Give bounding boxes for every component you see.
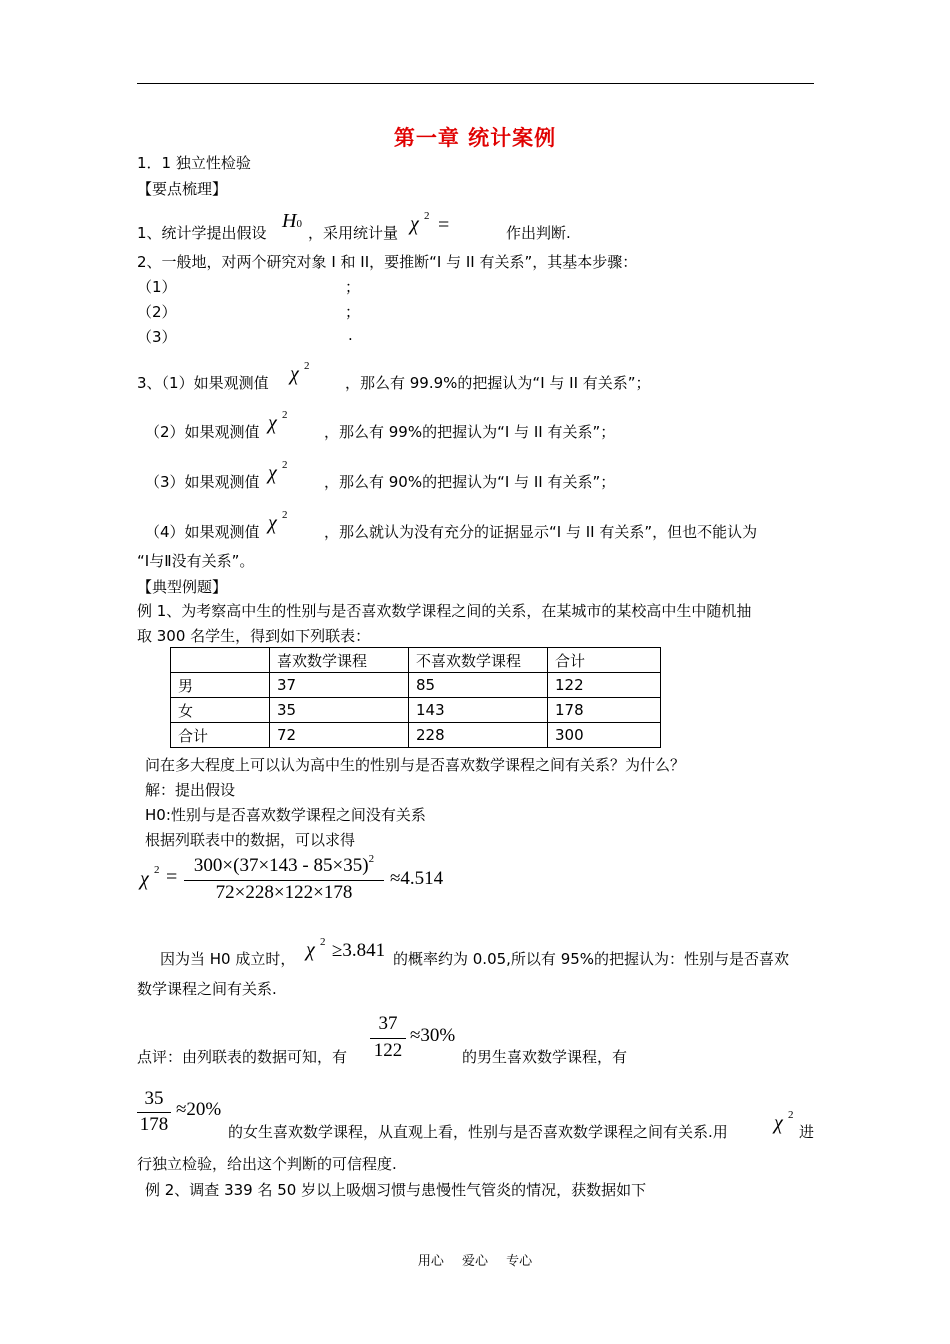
table-cell: 300	[548, 723, 661, 748]
chi-exponent: 2	[282, 509, 288, 521]
because-text-a: 因为当 H0 成立时，	[160, 950, 296, 968]
table-row	[171, 723, 661, 748]
example1-line1: 例 1、为考察高中生的性别与是否喜欢数学课程之间的关系，在某城市的某校高中生中随机抽	[137, 602, 752, 620]
chi-symbol: χ	[290, 363, 299, 385]
section-heading: 1．1 独立性检验	[137, 154, 251, 172]
page-title: 第一章 统计案例	[393, 126, 557, 150]
threshold-value: ≥3.841	[332, 940, 386, 961]
table-row	[171, 673, 661, 698]
comment-text-c: 的女生喜欢数学课程，从直观上看，性别与是否喜欢数学课程之间有关系.用	[228, 1123, 728, 1141]
table-header-row	[171, 648, 661, 673]
chi-symbol: χ	[268, 512, 277, 534]
contingency-table	[170, 647, 661, 748]
chi-exponent: 2	[788, 1109, 794, 1121]
formula-fraction-bar	[184, 880, 384, 881]
chi-exponent: 2	[282, 409, 288, 421]
table-cell: 合计	[548, 648, 661, 673]
step3-label: （3）	[137, 328, 177, 346]
chi-symbol: χ	[140, 868, 149, 890]
formula-result: ≈4.514	[390, 868, 444, 889]
fraction1-numerator: 37	[378, 1013, 398, 1034]
table-cell: 喜欢数学课程	[270, 648, 409, 673]
item3-1-text-a: 3、（1）如果观测值	[137, 374, 269, 392]
comment-text-b: 的男生喜欢数学课程，有	[462, 1048, 628, 1066]
example1-line2: 取 300 名学生，得到如下列联表：	[137, 627, 371, 645]
question-text: 问在多大程度上可以认为高中生的性别与是否喜欢数学课程之间有关系？为什么？	[145, 756, 686, 774]
header-rule	[137, 83, 814, 84]
comment-text-d: 进	[799, 1123, 815, 1141]
item3-3-text-a: （3）如果观测值	[145, 473, 260, 491]
step2-label: （2）	[137, 303, 177, 321]
table-cell: 35	[270, 698, 409, 723]
chi-symbol: χ	[774, 1112, 783, 1134]
chi-symbol: χ	[268, 462, 277, 484]
fraction2-denominator: 178	[139, 1114, 169, 1135]
table-cell: 122	[548, 673, 661, 698]
item3-1-text-b: ，那么有 99.9%的把握认为“I 与 II 有关系”；	[345, 374, 651, 392]
solution-line3: 根据列联表中的数据，可以求得	[145, 831, 356, 849]
item3-2-text-b: ，那么有 99%的把握认为“I 与 II 有关系”；	[324, 423, 616, 441]
solution-line1: 解：提出假设	[145, 781, 236, 799]
equals-sign: =	[166, 866, 178, 888]
formula-numerator-exponent: 2	[368, 853, 375, 865]
chi-exponent: 2	[304, 360, 310, 372]
comment-text-e: 行独立检验，给出这个判断的可信程度.	[137, 1155, 397, 1173]
formula-numerator	[184, 855, 384, 877]
chi-exponent: 2	[320, 936, 326, 948]
formula-denominator: 72×228×122×178	[215, 882, 353, 903]
fraction2-bar	[137, 1112, 171, 1113]
table-cell	[171, 648, 270, 673]
chi-symbol: χ	[410, 213, 419, 235]
item3-4-text-c: “Ⅰ与Ⅱ没有关系”。	[137, 552, 255, 570]
chi-exponent: 2	[154, 864, 160, 876]
table-cell: 143	[409, 698, 548, 723]
table-cell: 37	[270, 673, 409, 698]
key-points-heading: 【要点梳理】	[137, 180, 228, 198]
table-cell: 女	[171, 698, 270, 723]
fraction2-numerator: 35	[144, 1088, 164, 1109]
item1-text-b: ，采用统计量	[308, 224, 399, 242]
solution-line2: H0:性别与是否喜欢数学课程之间没有关系	[145, 806, 426, 824]
fraction1-bar	[370, 1038, 406, 1039]
step3-end: .	[348, 326, 353, 344]
formula-numerator-text: 300×(37×143 - 85×35)	[193, 855, 369, 876]
fraction1-result: ≈30%	[410, 1025, 456, 1046]
item1-text-c: 作出判断.	[506, 224, 571, 242]
step1-label: （1）	[137, 278, 177, 296]
item2-text: 2、一般地，对两个研究对象 I 和 II，要推断“I 与 II 有关系”，其基本步骤：	[137, 253, 638, 271]
comment-text-a: 点评：由列联表的数据可知，有	[137, 1048, 348, 1066]
step1-end: ；	[345, 278, 361, 296]
fraction2-result: ≈20%	[176, 1099, 222, 1120]
equals-sign: =	[438, 214, 450, 236]
table-cell: 228	[409, 723, 548, 748]
example2-text: 例 2、调查 339 名 50 岁以上吸烟习惯与患慢性气管炎的情况，获数据如下	[145, 1181, 647, 1199]
h0-letter: H	[282, 210, 297, 232]
chi-symbol: χ	[306, 939, 315, 961]
item3-2-text-a: （2）如果观测值	[145, 423, 260, 441]
table-cell: 男	[171, 673, 270, 698]
chi-symbol: χ	[268, 412, 277, 434]
item3-4-text-b: ，那么就认为没有充分的证据显示“I 与 II 有关系”，但也不能认为	[324, 523, 758, 541]
fraction1-denominator: 122	[373, 1040, 403, 1061]
table-cell: 178	[548, 698, 661, 723]
table-cell: 72	[270, 723, 409, 748]
chi-exponent: 2	[282, 459, 288, 471]
step2-end: ；	[345, 303, 361, 321]
examples-heading: 【典型例题】	[137, 578, 228, 596]
h0-symbol	[282, 210, 302, 233]
because-text-b: 的概率约为 0.05,所以有 95%的把握认为：性别与是否喜欢	[393, 950, 790, 968]
table-row	[171, 698, 661, 723]
h0-subscript: 0	[296, 218, 302, 230]
table-cell: 85	[409, 673, 548, 698]
table-cell: 合计	[171, 723, 270, 748]
item3-4-text-a: （4）如果观测值	[145, 523, 260, 541]
page-footer: 用心 爱心 专心	[417, 1254, 533, 1269]
item1-text-a: 1、统计学提出假设	[137, 224, 267, 242]
chi-exponent: 2	[424, 210, 430, 222]
item3-3-text-b: ，那么有 90%的把握认为“I 与 II 有关系”；	[324, 473, 616, 491]
table-cell: 不喜欢数学课程	[409, 648, 548, 673]
because-text-c: 数学课程之间有关系.	[137, 980, 277, 998]
